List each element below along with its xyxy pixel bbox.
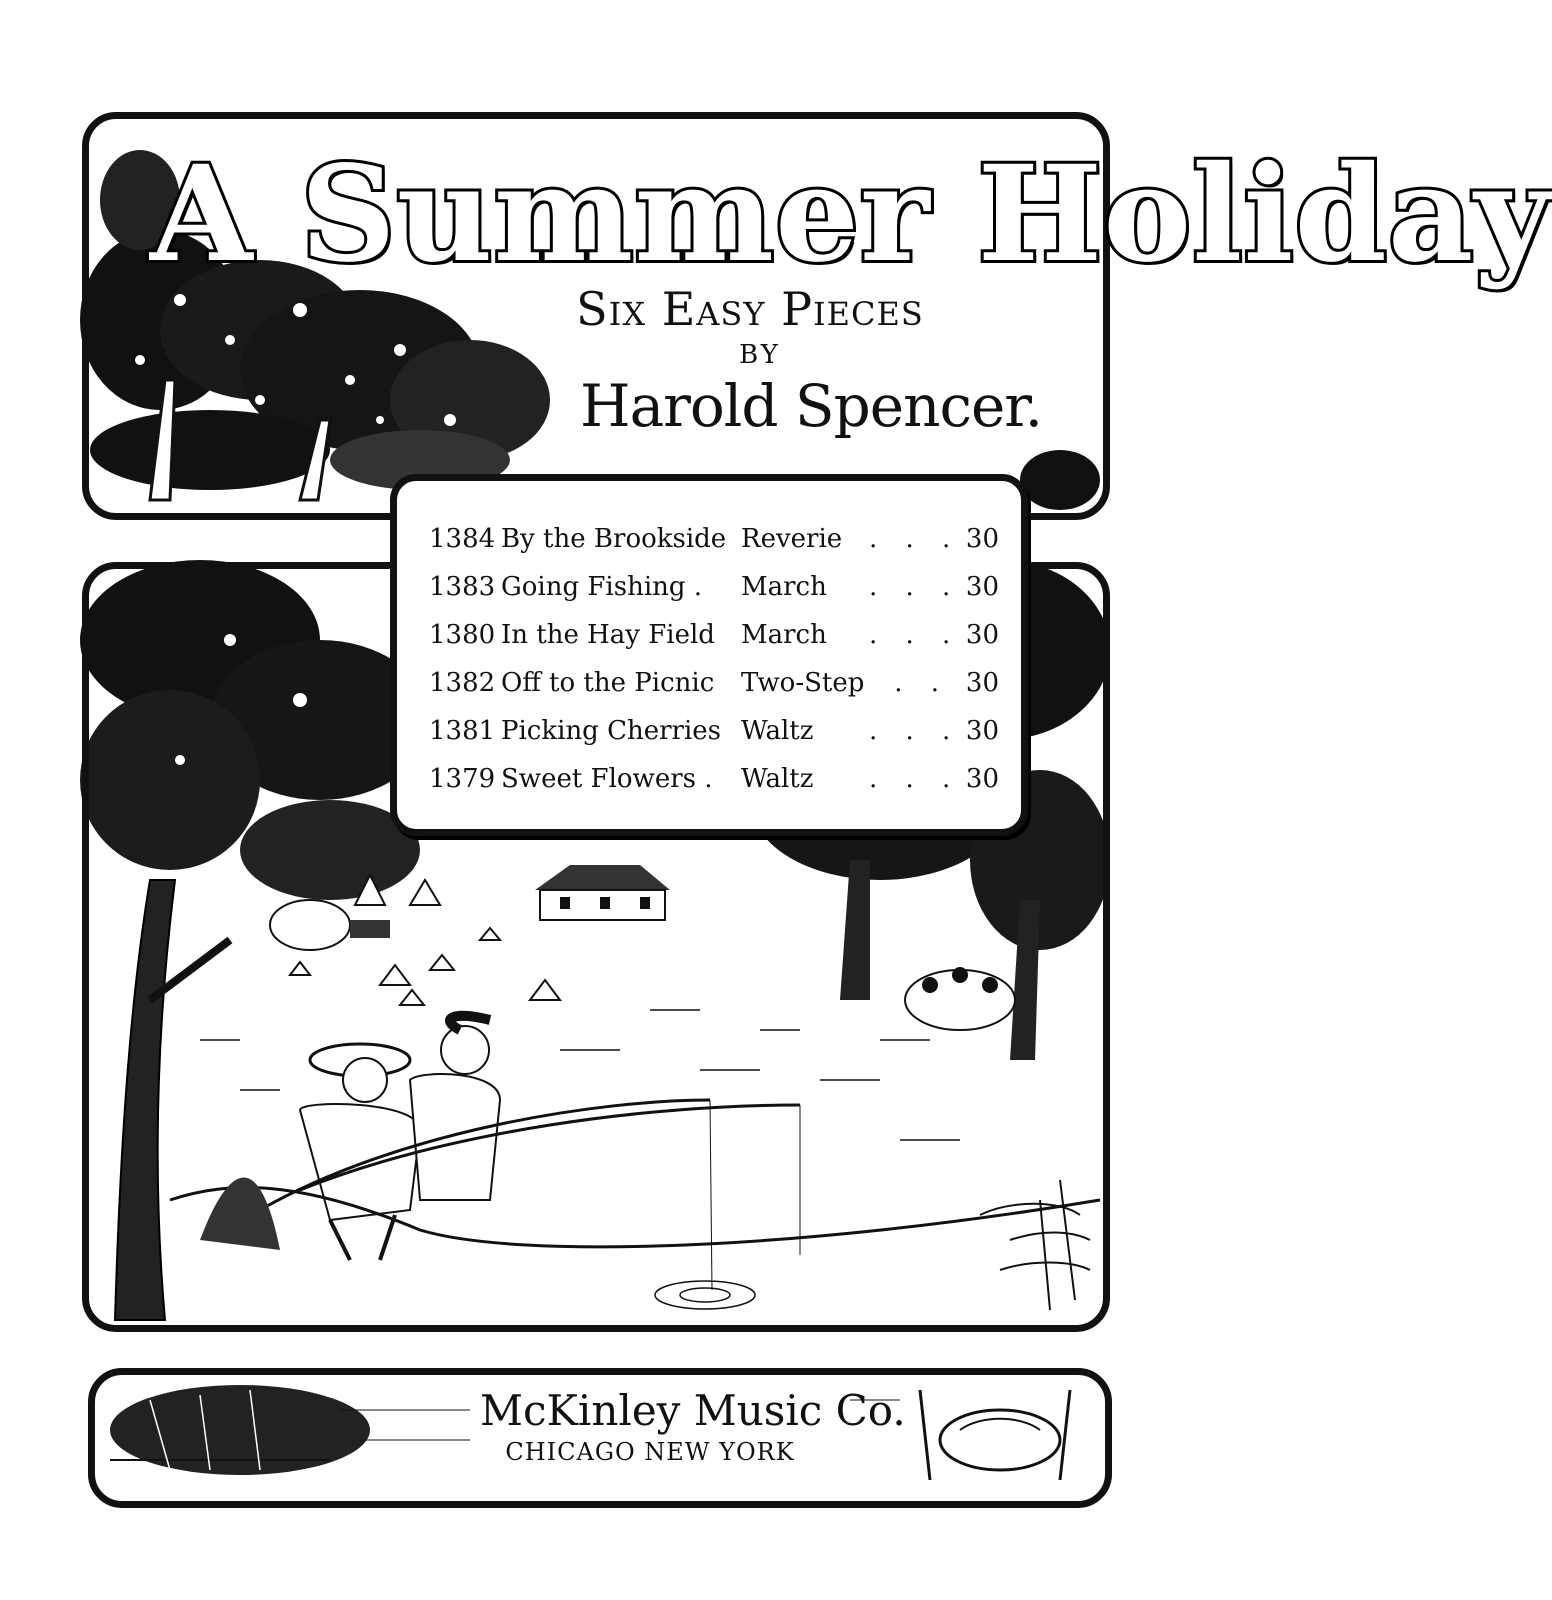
piece-type: Waltz	[741, 764, 814, 794]
pieces-list	[429, 515, 999, 803]
dot-leader: . . .	[869, 572, 961, 602]
piece-price: 30	[965, 716, 999, 746]
piece-type: Reverie	[741, 524, 843, 554]
piece-type: March	[741, 572, 827, 602]
piece-number: 1381	[429, 716, 496, 746]
list-item	[429, 659, 999, 707]
piece-price: 30	[965, 620, 999, 650]
piece-type: Waltz	[741, 716, 814, 746]
piece-type: Two-Step	[741, 668, 865, 698]
dot-leader: . . .	[869, 716, 961, 746]
list-item	[429, 611, 999, 659]
cover-title: A Summer Holiday	[150, 137, 1552, 292]
composer-name: Harold Spencer.	[580, 372, 1043, 440]
publisher-name: McKinley Music Co.	[480, 1386, 906, 1435]
pieces-list-box	[390, 474, 1028, 836]
list-item	[429, 707, 999, 755]
piece-title: Picking Cherries	[501, 716, 722, 746]
piece-price: 30	[965, 524, 999, 554]
piece-number: 1382	[429, 668, 496, 698]
piece-price: 30	[965, 764, 999, 794]
dot-leader: . . .	[869, 764, 961, 794]
piece-title: Off to the Picnic	[501, 668, 715, 698]
piece-number: 1383	[429, 572, 496, 602]
piece-price: 30	[965, 668, 999, 698]
publisher-cities: CHICAGO NEW YORK	[505, 1438, 795, 1466]
piece-number: 1384	[429, 524, 496, 554]
list-item	[429, 563, 999, 611]
list-item	[429, 515, 999, 563]
piece-number: 1379	[429, 764, 496, 794]
dot-leader: . . .	[869, 524, 961, 554]
dot-leader: . .	[894, 668, 949, 698]
top-right-bush-illustration	[1020, 450, 1100, 510]
piece-title: In the Hay Field	[501, 620, 715, 650]
piece-title: By the Brookside	[501, 524, 727, 554]
piece-title: Sweet Flowers .	[501, 764, 713, 794]
piece-number: 1380	[429, 620, 496, 650]
piece-type: March	[741, 620, 827, 650]
cover-subtitle: Six Easy Pieces	[576, 282, 924, 336]
piece-title: Going Fishing .	[501, 572, 703, 602]
by-line: BY	[739, 340, 781, 370]
piece-price: 30	[965, 572, 999, 602]
list-item	[429, 755, 999, 803]
dot-leader: . . .	[869, 620, 961, 650]
